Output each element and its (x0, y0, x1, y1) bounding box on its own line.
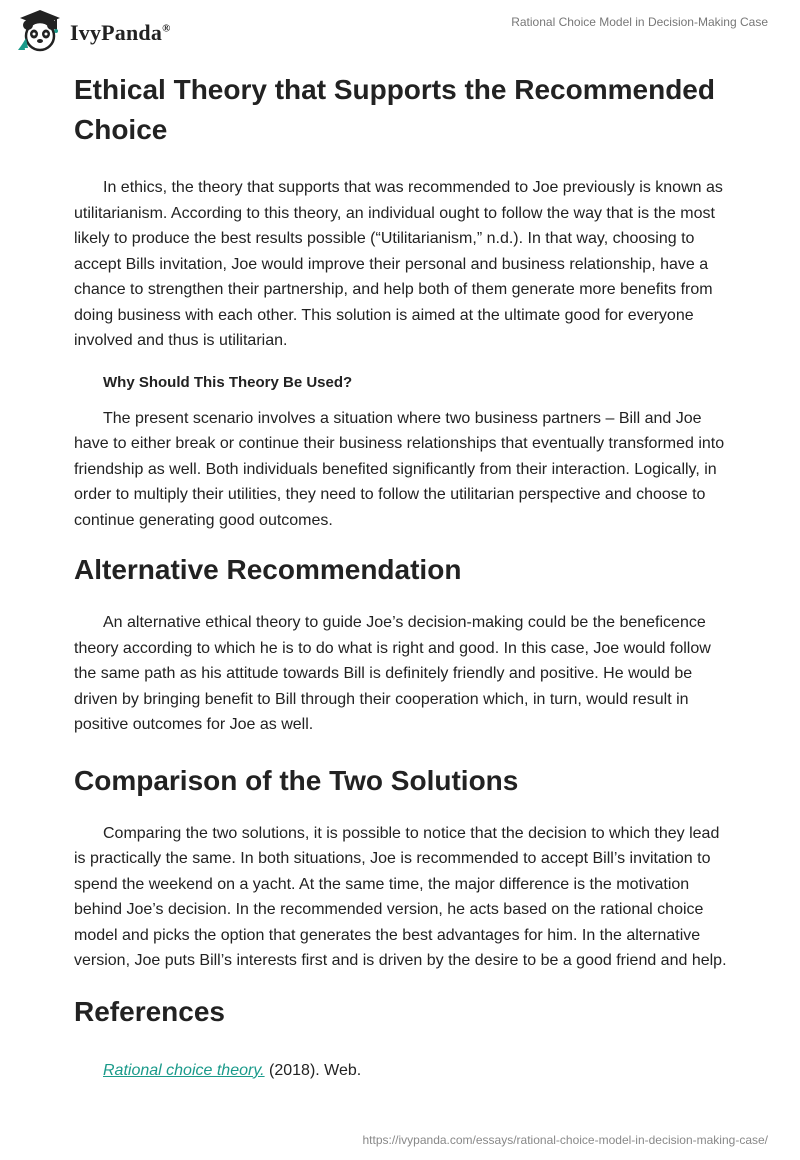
reference-details: (2018). Web. (264, 1061, 362, 1079)
ethical-theory-paragraph: In ethics, the theory that supports that was recommended to Joe previously is known as utilitarianism. According to this theory, an individual ought to follow the way that is the most likely to produce the best results possible (“Utilitarianism,” n.d.). In that way, choosing to accept Bills invitation, Joe would improve their personal and business relationship, have a chance to strengthen their partnership, and help both of them generate more benefits from doing business with each other. This solution is aimed at the ultimate good for everyone involved and thus is utilitarian. (74, 179, 723, 349)
why-theory-subheading: Why Should This Theory Be Used? (103, 373, 353, 391)
why-theory-paragraph: The present scenario involves a situation where two business partners – Bill and Joe have to either break or continue their business relationships that eventually transformed into friendship as well. Both individuals benefited significantly from their interaction. Logically, in order to multiply their utilities, they need to follow the utilitarian perspective and choose to continue generating good outcomes. (74, 409, 725, 529)
comparison-paragraph: Comparing the two solutions, it is possible to notice that the decision to which they lead is practically the same. In both situations, Joe is recommended to accept Bill’s invitation to spend the weekend on a yacht. At the same time, the major difference is the motivation behind Joe’s decision. In the recommended version, he acts based on the rational choice model and picks the option that generates the best advantages for him. In the alternative version, Joe puts Bill’s interests first and is driven by the desire to be a good friend and help. (74, 824, 727, 969)
comparison-heading: Comparison of the Two Solutions (74, 764, 519, 796)
panda-logo-icon (16, 8, 64, 57)
references-heading: References (74, 995, 225, 1027)
document-title: Rational Choice Model in Decision-Making Case (511, 15, 768, 29)
logo-text: IvyPanda® (70, 19, 171, 45)
footer-url[interactable]: https://ivypanda.com/essays/rational-choice-model-in-decision-making-case/ (362, 1133, 768, 1147)
logo[interactable] (16, 8, 171, 57)
page-header (0, 0, 800, 60)
alternative-heading: Alternative Recommendation (74, 554, 462, 585)
alternative-paragraph: An alternative ethical theory to guide Joe’s decision-making could be the beneficence theory according to which he is to do what is right and good. In this case, Joe would follow the same path as his attitude towards Bill is definitely friendly and positive. He would be driven by bringing benefit to Bill through their cooperation which, in turn, would result in positive outcomes for Joe as well. (74, 614, 711, 733)
reference-link[interactable]: Rational choice theory. (103, 1061, 265, 1079)
essay-content (74, 70, 734, 1083)
ethical-theory-heading: Ethical Theory that Supports the Recommended Choice (74, 74, 715, 145)
reference-entry (74, 1058, 734, 1084)
